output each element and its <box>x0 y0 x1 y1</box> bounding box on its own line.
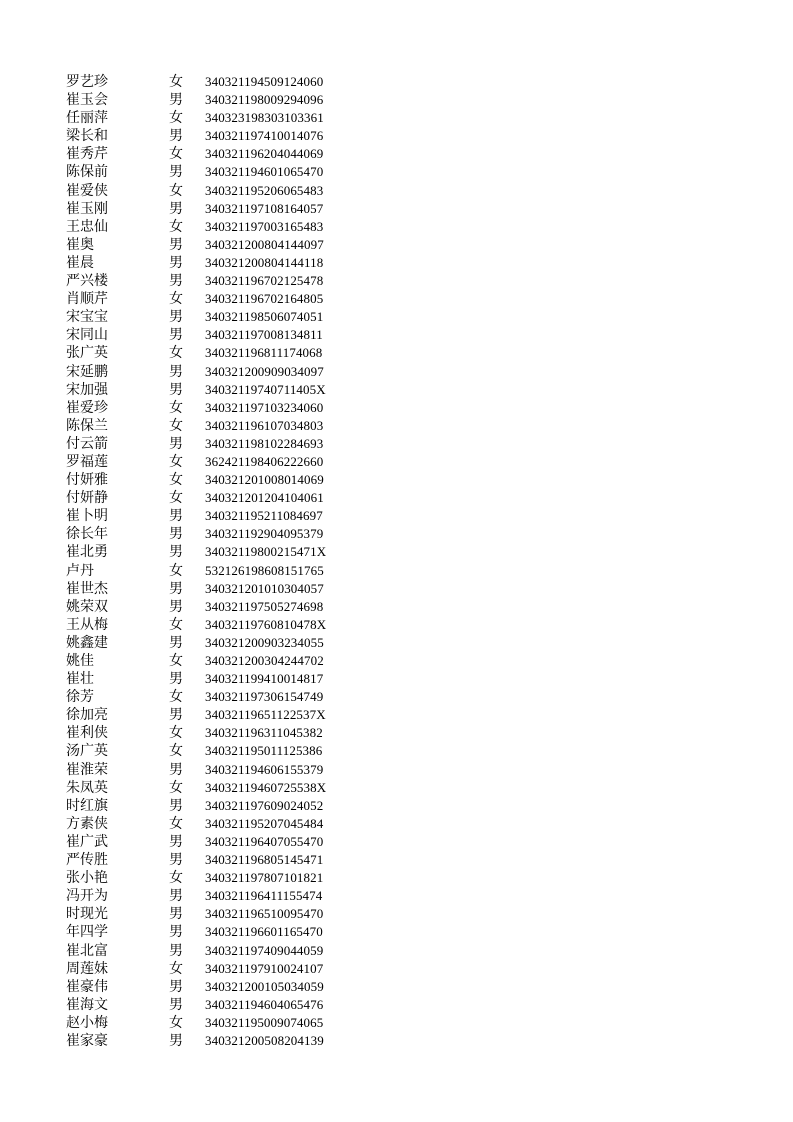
person-name: 崔广武 <box>66 833 108 850</box>
id-number: 340321196702125478 <box>205 273 324 289</box>
table-row <box>66 417 366 435</box>
person-name: 付妍静 <box>66 490 108 507</box>
person-name: 姚鑫建 <box>66 634 108 651</box>
person-gender: 男 <box>169 435 183 452</box>
person-gender: 女 <box>169 74 183 90</box>
id-number: 340323198303103361 <box>205 110 324 126</box>
id-number: 340321197008134811 <box>205 327 323 343</box>
person-name: 赵小梅 <box>66 1014 108 1031</box>
person-gender: 男 <box>169 92 183 109</box>
person-gender: 女 <box>169 291 183 308</box>
table-row <box>66 109 366 127</box>
table-row <box>66 471 366 489</box>
person-gender: 女 <box>169 779 183 796</box>
table-row <box>66 73 366 91</box>
id-number: 340321196811174068 <box>205 345 323 361</box>
person-name: 崔豪伟 <box>66 978 108 995</box>
person-name: 严兴楼 <box>66 273 108 290</box>
table-row <box>66 218 366 236</box>
person-name: 宋加强 <box>66 381 108 398</box>
person-gender: 男 <box>169 508 183 525</box>
person-gender: 男 <box>169 761 183 778</box>
id-number: 340321196311045382 <box>205 725 323 741</box>
person-name: 付云箭 <box>66 435 108 452</box>
table-row <box>66 1014 366 1032</box>
table-row <box>66 1032 366 1050</box>
id-number: 340321196510095470 <box>205 906 324 922</box>
id-number: 340321196805145471 <box>205 852 324 868</box>
table-row <box>66 960 366 978</box>
person-gender: 男 <box>169 273 183 290</box>
person-gender: 男 <box>169 942 183 959</box>
table-row <box>66 507 366 525</box>
id-number: 340321198009294096 <box>205 92 324 108</box>
person-name: 年四学 <box>66 924 108 941</box>
id-number: 340321198102284693 <box>205 435 324 451</box>
table-row <box>66 634 366 652</box>
id-number: 34032119740711405X <box>205 381 326 397</box>
person-name: 宋延鹏 <box>66 363 108 380</box>
id-number: 340321197103234060 <box>205 399 324 415</box>
person-gender: 男 <box>169 833 183 850</box>
table-row <box>66 272 366 290</box>
person-gender: 女 <box>169 870 183 887</box>
table-row <box>66 598 366 616</box>
person-gender: 男 <box>169 254 183 271</box>
id-number: 340321195011125386 <box>205 743 323 759</box>
person-gender: 男 <box>169 634 183 651</box>
person-name: 崔秀芹 <box>66 146 108 163</box>
person-gender: 女 <box>169 815 183 832</box>
table-row <box>66 489 366 507</box>
table-row <box>66 308 366 326</box>
person-gender: 男 <box>169 924 183 941</box>
person-name: 任丽萍 <box>66 110 108 127</box>
person-name: 崔家豪 <box>66 1032 108 1049</box>
id-number: 340321195211084697 <box>205 508 323 524</box>
person-name: 崔玉刚 <box>66 200 108 217</box>
table-row <box>66 978 366 996</box>
id-number: 34032119760810478X <box>205 616 327 632</box>
table-row <box>66 91 366 109</box>
person-gender: 男 <box>169 363 183 380</box>
table-row <box>66 706 366 724</box>
person-name: 崔北富 <box>66 942 108 959</box>
person-gender: 男 <box>169 526 183 543</box>
table-row <box>66 435 366 453</box>
id-number: 340321194604065476 <box>205 996 324 1012</box>
person-name: 时现光 <box>66 906 108 923</box>
table-row <box>66 145 366 163</box>
person-gender: 女 <box>169 453 183 470</box>
id-number: 340321195207045484 <box>205 815 324 831</box>
person-gender: 男 <box>169 1032 183 1049</box>
id-number: 340321196601165470 <box>205 924 323 940</box>
person-gender: 女 <box>169 490 183 507</box>
person-gender: 女 <box>169 1014 183 1031</box>
id-number: 34032119460725538X <box>205 779 327 795</box>
id-number: 340321201010304057 <box>205 580 324 596</box>
id-number: 34032119800215471X <box>205 544 327 560</box>
table-row <box>66 779 366 797</box>
person-gender: 女 <box>169 345 183 362</box>
person-gender: 男 <box>169 381 183 398</box>
table-row <box>66 652 366 670</box>
person-name: 崔晨 <box>66 254 94 271</box>
person-gender: 女 <box>169 110 183 127</box>
id-number: 340321200804144097 <box>205 236 324 252</box>
person-gender: 女 <box>169 218 183 235</box>
id-number: 340321197410014076 <box>205 128 324 144</box>
person-gender: 男 <box>169 797 183 814</box>
table-row <box>66 887 366 905</box>
id-number: 340321200304244702 <box>205 653 324 668</box>
person-gender: 男 <box>169 598 183 615</box>
person-name: 汤广英 <box>66 743 108 760</box>
table-row <box>66 200 366 218</box>
person-name: 冯开为 <box>66 888 108 905</box>
table-row <box>66 688 366 706</box>
person-gender: 男 <box>169 544 183 561</box>
table-row <box>66 942 366 960</box>
person-name: 方素侠 <box>66 815 108 832</box>
id-number: 340321196204044069 <box>205 146 324 162</box>
person-name: 徐芳 <box>66 689 94 706</box>
table-row <box>66 616 366 634</box>
person-gender: 女 <box>169 689 183 706</box>
id-number: 340321201204104061 <box>205 490 324 506</box>
id-number: 340321197910024107 <box>205 960 324 976</box>
person-gender: 女 <box>169 562 183 579</box>
person-gender: 男 <box>169 309 183 326</box>
id-number: 340321200105034059 <box>205 978 324 994</box>
table-row <box>66 580 366 598</box>
id-number: 340321197505274698 <box>205 598 324 614</box>
person-name: 姚荣双 <box>66 598 108 615</box>
person-name: 罗艺珍 <box>66 74 108 90</box>
person-gender: 男 <box>169 164 183 181</box>
id-number: 340321196702164805 <box>205 291 324 307</box>
person-name: 崔爱珍 <box>66 399 108 416</box>
person-gender: 男 <box>169 707 183 724</box>
person-name: 崔爱侠 <box>66 182 108 199</box>
id-number: 340321198506074051 <box>205 309 324 325</box>
table-row <box>66 163 366 181</box>
person-name: 肖顺芹 <box>66 291 108 308</box>
table-row <box>66 127 366 145</box>
id-number: 340321199410014817 <box>205 671 324 687</box>
id-number: 340321197108164057 <box>205 200 324 216</box>
table-row <box>66 851 366 869</box>
id-number: 340321195009074065 <box>205 1014 324 1030</box>
person-name: 徐加亮 <box>66 707 108 724</box>
person-name: 宋宝宝 <box>66 309 108 326</box>
id-number: 340321200804144118 <box>205 254 324 270</box>
person-gender: 女 <box>169 182 183 199</box>
table-row <box>66 525 366 543</box>
id-number: 340321197003165483 <box>205 218 324 234</box>
table-row <box>66 815 366 833</box>
table-row <box>66 399 366 417</box>
id-number: 340321194606155379 <box>205 761 324 777</box>
roster-table <box>66 73 366 1050</box>
table-row <box>66 562 366 580</box>
person-name: 崔壮 <box>66 671 94 688</box>
person-name: 崔世杰 <box>66 580 108 597</box>
person-name: 罗福莲 <box>66 453 108 470</box>
table-row <box>66 236 366 254</box>
table-row <box>66 254 366 272</box>
id-number: 340321197306154749 <box>205 689 324 705</box>
table-row <box>66 670 366 688</box>
person-name: 朱凤英 <box>66 779 108 796</box>
person-gender: 男 <box>169 671 183 688</box>
person-gender: 男 <box>169 978 183 995</box>
person-gender: 男 <box>169 200 183 217</box>
person-gender: 女 <box>169 399 183 416</box>
person-name: 王从梅 <box>66 616 108 633</box>
id-number: 340321196107034803 <box>205 417 324 433</box>
table-row <box>66 453 366 471</box>
table-row <box>66 543 366 561</box>
table-row <box>66 326 366 344</box>
person-gender: 女 <box>169 616 183 633</box>
person-name: 崔玉会 <box>66 92 108 109</box>
person-name: 崔卜明 <box>66 508 108 525</box>
id-number: 340321195206065483 <box>205 182 324 198</box>
id-number: 340321196411155474 <box>205 888 323 904</box>
person-name: 崔海文 <box>66 996 108 1013</box>
id-number: 532126198608151765 <box>205 562 324 578</box>
id-number: 340321200903234055 <box>205 634 324 650</box>
table-row <box>66 381 366 399</box>
person-gender: 女 <box>169 146 183 163</box>
table-row <box>66 923 366 941</box>
person-name: 张小艳 <box>66 870 108 887</box>
table-row <box>66 797 366 815</box>
person-gender: 男 <box>169 236 183 253</box>
person-gender: 男 <box>169 852 183 869</box>
table-row <box>66 833 366 851</box>
person-gender: 男 <box>169 327 183 344</box>
person-gender: 男 <box>169 906 183 923</box>
table-row <box>66 290 366 308</box>
id-number: 340321197409044059 <box>205 942 324 958</box>
person-name: 徐长年 <box>66 526 108 543</box>
person-name: 崔北勇 <box>66 544 108 561</box>
person-gender: 女 <box>169 960 183 977</box>
person-gender: 男 <box>169 996 183 1013</box>
table-row <box>66 742 366 760</box>
id-number: 340321201008014069 <box>205 472 324 488</box>
table-row <box>66 905 366 923</box>
person-name: 崔利侠 <box>66 725 108 742</box>
person-gender: 女 <box>169 743 183 760</box>
person-name: 陈保前 <box>66 164 108 181</box>
person-name: 姚佳 <box>66 653 94 669</box>
table-row <box>66 869 366 887</box>
person-gender: 女 <box>169 417 183 434</box>
table-row <box>66 182 366 200</box>
person-name: 严传胜 <box>66 852 108 869</box>
person-gender: 男 <box>169 888 183 905</box>
table-row <box>66 363 366 381</box>
table-row <box>66 344 366 362</box>
person-gender: 女 <box>169 472 183 489</box>
id-number: 362421198406222660 <box>205 453 324 469</box>
id-number: 340321200909034097 <box>205 363 324 379</box>
id-number: 34032119651122537X <box>205 707 326 723</box>
table-row <box>66 724 366 742</box>
person-name: 时红旗 <box>66 797 108 814</box>
person-name: 张广英 <box>66 345 108 362</box>
person-name: 梁长和 <box>66 128 108 145</box>
table-row <box>66 761 366 779</box>
id-number: 340321197609024052 <box>205 797 324 813</box>
id-number: 340321194509124060 <box>205 74 324 89</box>
person-name: 宋同山 <box>66 327 108 344</box>
id-number: 340321194601065470 <box>205 164 324 180</box>
person-name: 崔奥 <box>66 236 94 253</box>
id-number: 340321192904095379 <box>205 526 324 542</box>
id-number: 340321196407055470 <box>205 833 324 849</box>
person-gender: 女 <box>169 725 183 742</box>
person-name: 周莲妹 <box>66 960 108 977</box>
person-name: 王忠仙 <box>66 218 108 235</box>
person-gender: 男 <box>169 128 183 145</box>
person-name: 付妍雅 <box>66 472 108 489</box>
person-name: 卢丹 <box>66 562 94 579</box>
person-name: 陈保兰 <box>66 417 108 434</box>
id-number: 340321197807101821 <box>205 870 324 886</box>
id-number: 340321200508204139 <box>205 1032 324 1048</box>
person-name: 崔淮荣 <box>66 761 108 778</box>
person-gender: 男 <box>169 580 183 597</box>
person-gender: 女 <box>169 653 183 669</box>
table-row <box>66 996 366 1014</box>
